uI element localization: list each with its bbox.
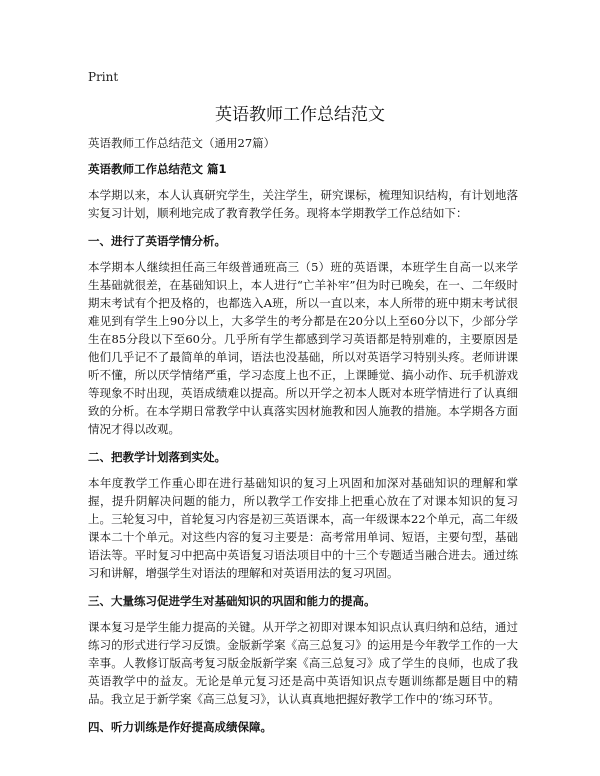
- page-title: 英语教师工作总结范文: [215, 105, 385, 125]
- document-subtitle: 英语教师工作总结范文（通用27篇）: [88, 136, 276, 150]
- document-body: [88, 134, 518, 744]
- section-heading-4: 四、听力训练是作好提高成绩保障。: [88, 720, 272, 734]
- intro-paragraph: 本学期以来，本人认真研究学生，关注学生，研究课标，梳理知识结构，有计划地落实复习计划，顺利地完成了教育教学任务。现将本学期教学工作总结如下：: [88, 188, 518, 220]
- section-heading-2: 二、把教学计划落到实处。: [88, 450, 226, 464]
- section-paragraph-2: 本年度教学工作重心即在进行基础知识的复习上巩固和加深对基础知识的理解和掌握，提升阴解决问题的能力，所以教学工作安排上把重心放在了对课本知识的复习上。三轮复习中，首轮复习内容是初三英语课本，高一年级课本22个单元，高二年级课本二十个单元。对这些内容的复习主要是：高考常用单词、短语，主要句型，基础语法等。平时复习中把高中英语复习语法项目中的十三个专题适当融合进去。通过练习和讲解，增强学生对语法的理解和对英语用法的复习巩固。: [88, 476, 518, 580]
- print-link[interactable]: Print: [88, 70, 119, 84]
- article-heading: 英语教师工作总结范文 篇1: [88, 162, 227, 176]
- section-heading-1: 一、进行了英语学情分析。: [88, 234, 226, 248]
- section-heading-3: 三、大量练习促进学生对基础知识的巩固和能力的提高。: [88, 594, 376, 608]
- section-paragraph-3: 课本复习是学生能力提高的关键。从开学之初即对课本知识点认真归纳和总结，通过练习的形式进行学习反馈。金版新学案《高三总复习》的运用是今年教学工作的一大幸事。人教修订版高考复习版金版新学案《高三总复习》成了学生的良师，也成了我英语教学中的益友。无论是单元复习还是高中英语知识点专题训练都是题目中的精品。我立足于新学案《高三总复习》，认认真真地把握好教学工作中的‘练习环节。: [88, 620, 518, 706]
- section-paragraph-1: 本学期本人继续担任高三年级普通班高三（5）班的英语课，本班学生自高一以来学生基础就很差，在基础知识上，本人进行“亡羊补牢”但为时已晚矣，在一、二年级时期末考试有个把及格的，也都选入A班，所以一直以来，本人所带的班中期末考试很难见到有学生上90分以上，大多学生的考分都是在20分以上至60分以下，少部分学生在85分段以下至60分。几乎所有学生都感到学习英语都是特别难的，主要原因是他们几乎记不了最简单的单词，语法也没基础，所以对英语学习特别头疼。老师讲课听不懂，所以厌学情绪严重，学习态度上也不正，上课睡觉、搞小动作、玩手机游戏等现象不时出现，英语成绩难以提高。所以开学之初本人既对本班学情进行了认真细致的分析。在本学期日常教学中认真落实因材施教和因人施教的措施。本学期各方面情况才得以改观。: [88, 260, 518, 436]
